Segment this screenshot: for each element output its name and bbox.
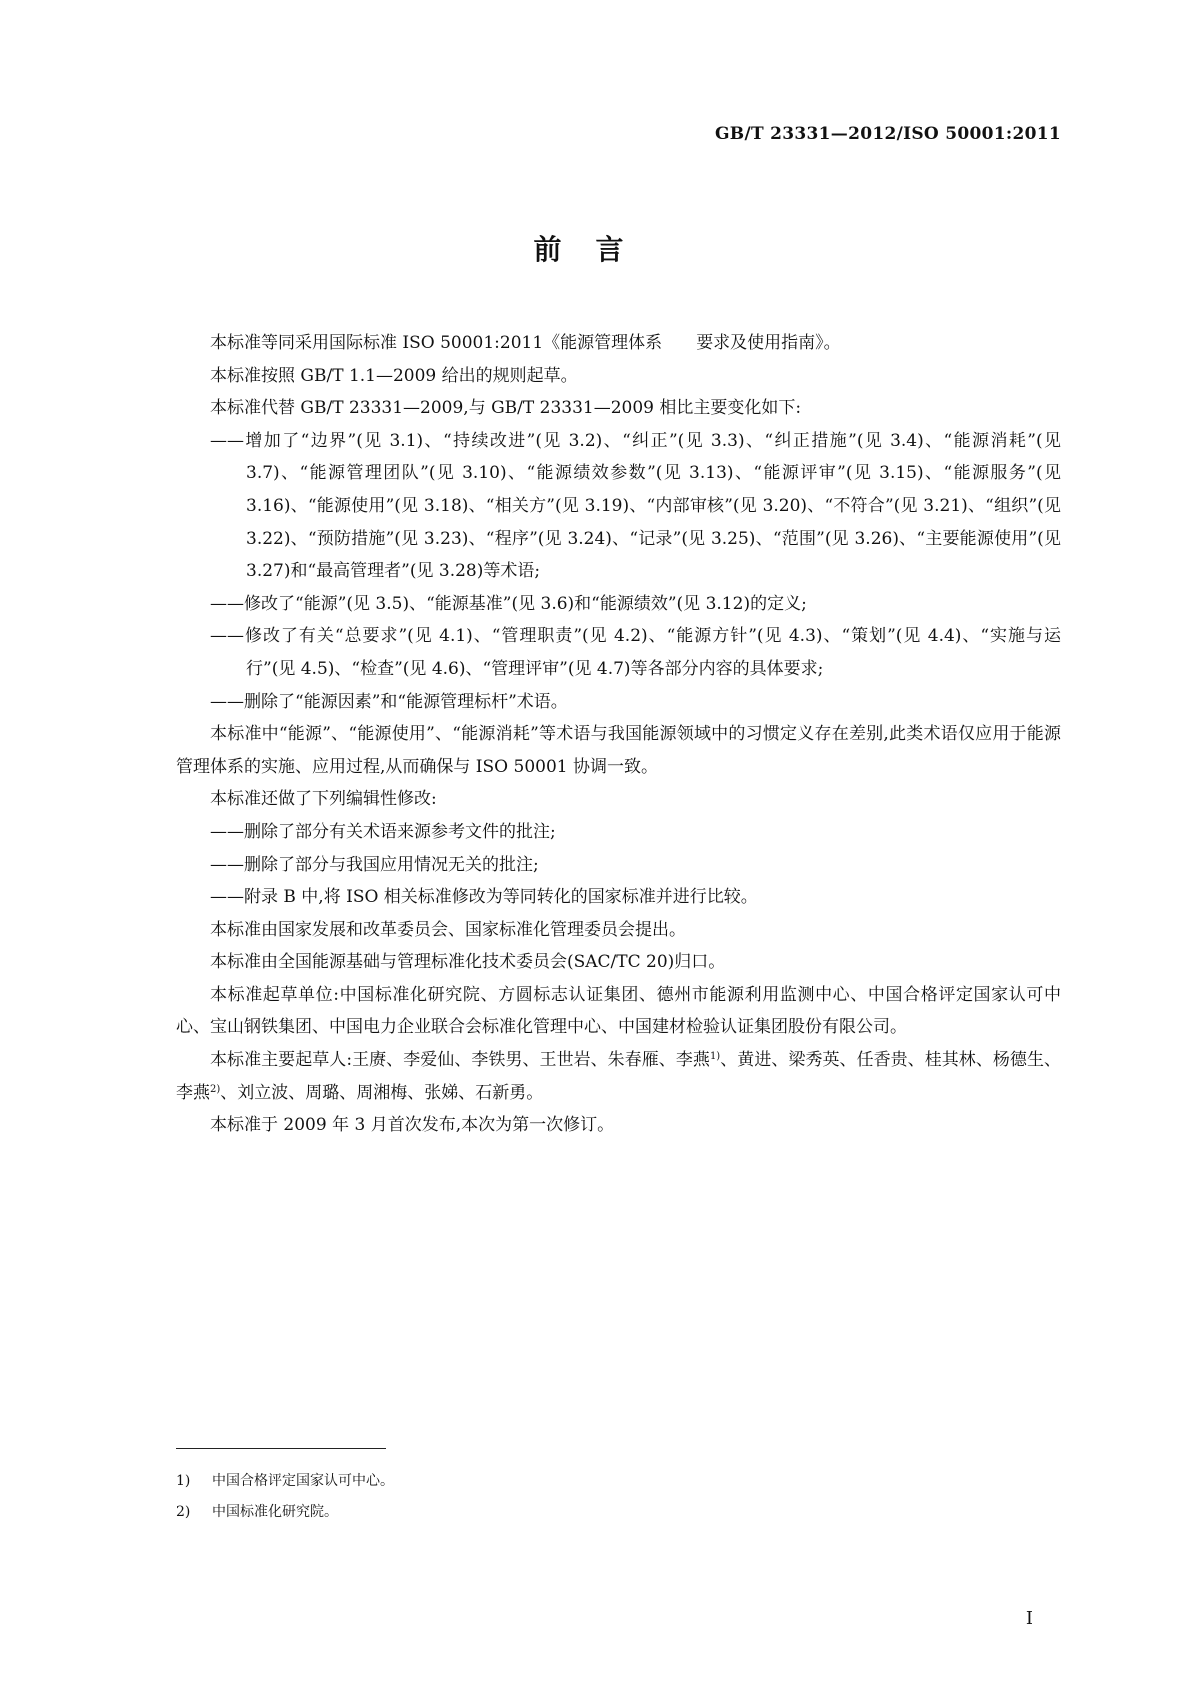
page-number: I <box>1025 1608 1033 1629</box>
footnote-text: 中国合格评定国家认可中心。 <box>212 1473 394 1489</box>
list-item: ——删除了部分与我国应用情况无关的批注; <box>210 854 539 875</box>
list-item: ——删除了“能源因素”和“能源管理标杆”术语。 <box>210 691 568 712</box>
paragraph: 本标准按照 GB/T 1.1—2009 给出的规则起草。 <box>210 365 578 386</box>
footnote <box>176 1497 394 1528</box>
paragraph-text: 本标准等同采用国际标准 ISO 50001:2011《能源管理体系 <box>210 333 663 353</box>
list-item: ——删除了部分有关术语来源参考文件的批注; <box>210 821 556 842</box>
paragraph: 本标准起草单位:中国标准化研究院、方圆标志认证集团、德州市能源利用监测中心、中国合格评定国家认可中心、宝山钢铁集团、中国电力企业联合会标准化管理中心、中国建材检验认证集团股份有限公司。 <box>176 984 1061 1038</box>
list-item: ——修改了有关“总要求”(见 4.1)、“管理职责”(见 4.2)、“能源方针”(见 4.3)、“策划”(见 4.4)、“实施与运行”(见 4.5)、“检查”(见 4.6)、“管理评审”(见 4.7)等各部分内容的具体要求; <box>210 626 1061 679</box>
footnote-ref: 2) <box>210 1083 221 1095</box>
paragraph: 本标准还做了下列编辑性修改: <box>210 789 437 810</box>
list-item: ——修改了“能源”(见 3.5)、“能源基准”(见 3.6)和“能源绩效”(见 3.12)的定义; <box>210 593 807 614</box>
list-item: ——附录 B 中,将 ISO 相关标准修改为等同转化的国家标准并进行比较。 <box>210 887 758 908</box>
paragraph: 本标准由国家发展和改革委员会、国家标准化管理委员会提出。 <box>210 919 686 940</box>
paragraph-text: 本标准主要起草人:王赓、李爱仙、李铁男、王世岩、朱春雁、李燕 <box>210 1050 710 1071</box>
paragraph-text: 、黄进、梁秀英、任香贵、桂其林、杨德生、李燕 <box>176 1050 1062 1103</box>
paragraph: 本标准中“能源”、“能源使用”、“能源消耗”等术语与我国能源领域中的习惯定义存在差别,此类术语仅应用于能源管理体系的实施、应用过程,从而确保与 ISO 50001 协调一致。 <box>176 724 1061 777</box>
list-item: ——增加了“边界”(见 3.1)、“持续改进”(见 3.2)、“纠正”(见 3.3)、“纠正措施”(见 3.4)、“能源消耗”(见 3.7)、“能源管理团队”(见 3.10)、“能源绩效参数”(见 3.13)、“能源评审”(见 3.15)、“能源服务”(见 3.16)、“能源使用”(见 3.18)、“相关方”(见 3.19)、“内部审核”(见 3.20)、“不符合”(见 3.21)、“组织”(见 3.22)、“预防措施”(见 3.23)、“程序”(见 3.24)、“记录”(见 3.25)、“范围”(见 3.26)、“主要能源使用”(见 3.27)和“最高管理者”(见 3.28)等术语; <box>210 430 1061 582</box>
paragraph: 本标准由全国能源基础与管理标准化技术委员会(SAC/TC 20)归口。 <box>210 952 726 973</box>
footnote-ref: 1) <box>709 1051 721 1063</box>
footnote-number: 1) <box>176 1473 191 1489</box>
footnotes <box>176 1466 394 1528</box>
standard-code: GB/T 23331—2012/ISO 50001:2011 <box>714 124 1061 144</box>
page-title: 前言 <box>533 233 658 266</box>
footnote <box>176 1466 394 1497</box>
paragraph: 本标准于 2009 年 3 月首次发布,本次为第一次修订。 <box>210 1115 615 1136</box>
paragraph-text: 要求及使用指南》。 <box>696 333 841 353</box>
footnote-number: 2) <box>176 1504 191 1520</box>
footnote-text: 中国标准化研究院。 <box>212 1504 338 1520</box>
footnote-divider <box>176 1448 386 1449</box>
drafters-paragraph <box>176 1044 1061 1109</box>
paragraph-text: 、刘立波、周璐、周湘梅、张娣、石新勇。 <box>220 1082 544 1103</box>
paragraph <box>176 327 1061 360</box>
document-body <box>176 327 1061 1142</box>
paragraph: 本标准代替 GB/T 23331—2009,与 GB/T 23331—2009 相比主要变化如下: <box>210 398 802 419</box>
